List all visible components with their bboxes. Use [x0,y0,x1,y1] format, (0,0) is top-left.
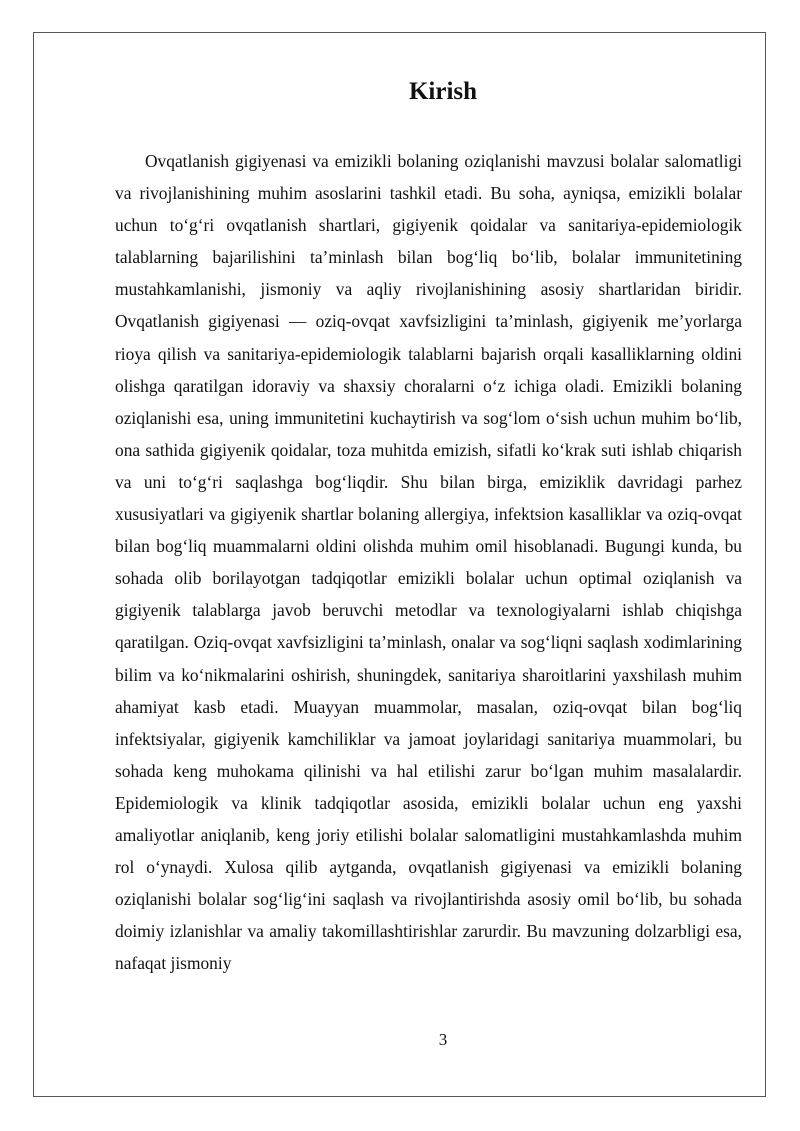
page-title: Kirish [408,78,478,105]
body-paragraph: Ovqatlanish gigiyenasi va emizikli bolaning oziqlanishi mavzusi bolalar salomatligi va rivojlanishining muhim asoslarini tashkil etadi. Bu soha, ayniqsa, emizikli bolalar uchun to‘g‘ri ovqatlanish shartlari, gigiyenik qoidalar va sanitariya-epidemiologik talablarning bajarilishini ta’minlash bilan bog‘liq bo‘lib, bolalar immunitetining mustahkamlanishi, jismoniy va aqliy rivojlanishining asosiy shartlaridan biridir. Ovqatlanish gigiyenasi — oziq-ovqat xavfsizligini ta’minlash, gigiyenik me’yorlarga rioya qilish va sanitariya-epidemiologik talablarni bajarish orqali kasalliklarning oldini olishga qaratilgan idoraviy va shaxsiy choralarni o‘z ichiga oladi. Emizikli bolaning oziqlanishi esa, uning immunitetini kuchaytirish va sog‘lom o‘sish uchun muhim bo‘lib, ona sathida gigiyenik qoidalar, toza muhitda emizish, sifatli ko‘krak suti ishlab chiqarish va uni to‘g‘ri saqlashga bog‘liqdir. Shu bilan birga, emiziklik davridagi parhez xususiyatlari va gigiyenik shartlar bolaning allergiya, infektsion kasalliklar va oziq-ovqat bilan bog‘liq muammalarni oldini olishda muhim omil hisoblanadi. Bugungi kunda, bu sohada olib borilayotgan tadqiqotlar emizikli bolalar uchun optimal oziqlanish va gigiyenik talablarga javob beruvchi metodlar va texnologiyalarni ishlab chiqishga qaratilgan. Oziq-ovqat xavfsizligini ta’minlash, onalar va sog‘liqni saqlash xodimlarining bilim va ko‘nikmalarini oshirish, shuningdek, sanitariya sharoitlarini yaxshilash muhim ahamiyat kasb etadi. Muayyan muammolar, masalan, oziq-ovqat bilan bog‘liq infektsiyalar, gigiyenik kamchiliklar va jamoat joylaridagi sanitariya muammolari, bu sohada keng muhokama qilinishi va hal etilishi zarur bo‘lgan muhim masalalardir. Epidemiologik va klinik tadqiqotlar asosida, emizikli bolalar uchun eng yaxshi amaliyotlar aniqlanib, keng joriy etilishi bolalar salomatligini mustahkamlashda muhim rol o‘ynaydi. Xulosa qilib aytganda, ovqatlanish gigiyenasi va emizikli bolaning oziqlanishi bolalar sog‘lig‘ini saqlash va rivojlantirishda asosiy omil bo‘lib, bu sohada doimiy izlanishlar va amaliy takomillashtirishlar zarurdir. Bu mavzuning dolzarbligi esa, nafaqat jismoniy [115,151,742,974]
page-number: 3 [438,1030,448,1049]
